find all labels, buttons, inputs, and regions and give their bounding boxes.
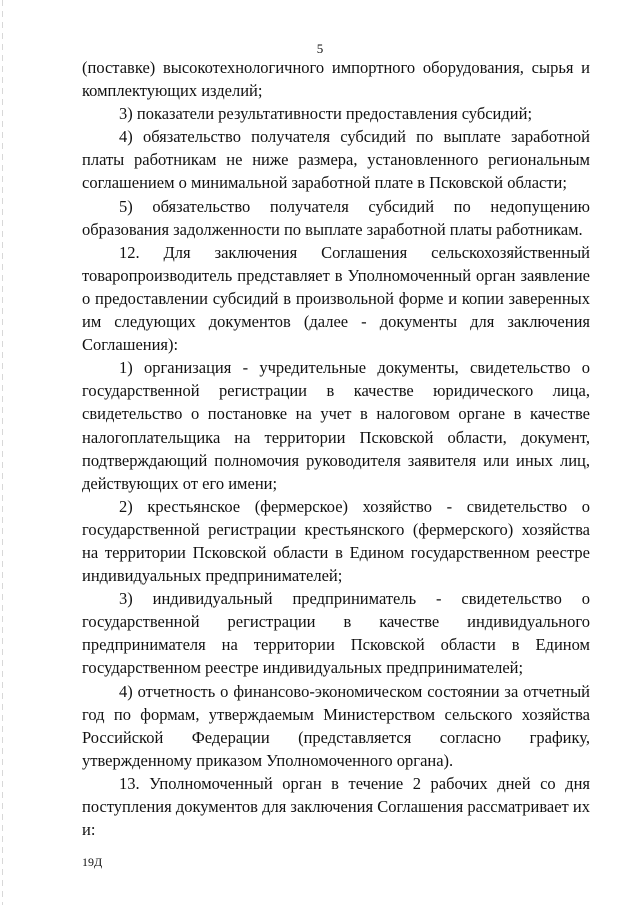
paragraph: (поставке) высокотехнологичного импортного оборудования, сырья и комплектующих изделий;: [82, 58, 590, 101]
paragraph: 3) индивидуальный предприниматель - свидетельство о государственной регистрации в качестве индивидуального предпринимателя на территории Псковской области в Едином государственном реестре индивидуальных предпринимателей;: [82, 589, 590, 678]
scan-edge-artifact: [2, 0, 3, 905]
document-body: [82, 56, 590, 841]
paragraph: 12. Для заключения Соглашения сельскохозяйственный товаропроизводитель представляет в Уполномоченный орган заявление о предоставлении субсидий в произвольной форме и копии заверенных им следующих документов (далее - документы для заключения Соглашения):: [82, 242, 590, 355]
paragraph: 4) обязательство получателя субсидий по выплате заработной платы работникам не ниже размера, установленного региональным соглашением о минимальной заработной плате в Псковской области;: [82, 127, 590, 193]
paragraph: 1) организация - учредительные документы, свидетельство о государственной регистрации в качестве юридического лица, свидетельство о постановке на учет в налоговом органе в качестве налогоплательщика на территории Псковской области, документ, подтверждающий полномочия руководителя заявителя или иных лиц, действующих от его имени;: [82, 358, 590, 493]
page-number: 5: [316, 41, 324, 56]
paragraph: 5) обязательство получателя субсидий по недопущению образования задолженности по выплате заработной платы работникам.: [82, 196, 590, 239]
footer-code: 19Д: [82, 855, 103, 869]
paragraph: 3) показатели результативности предоставления субсидий;: [119, 104, 533, 124]
paragraph: 4) отчетность о финансово-экономическом состоянии за отчетный год по формам, утверждаемым Министерством сельского хозяйства Российской Федерации (представляется согласно графику, утвержденному приказом Уполномоченного органа).: [82, 681, 590, 770]
paragraph: 13. Уполномоченный орган в течение 2 рабочих дней со дня поступления документов для заключения Соглашения рассматривает их и:: [82, 773, 590, 840]
paragraph: 2) крестьянское (фермерское) хозяйство - свидетельство о государственной регистрации крестьянского (фермерского) хозяйства на территории Псковской области в Едином государственном реестре индивидуальных предпринимателей;: [82, 496, 590, 586]
